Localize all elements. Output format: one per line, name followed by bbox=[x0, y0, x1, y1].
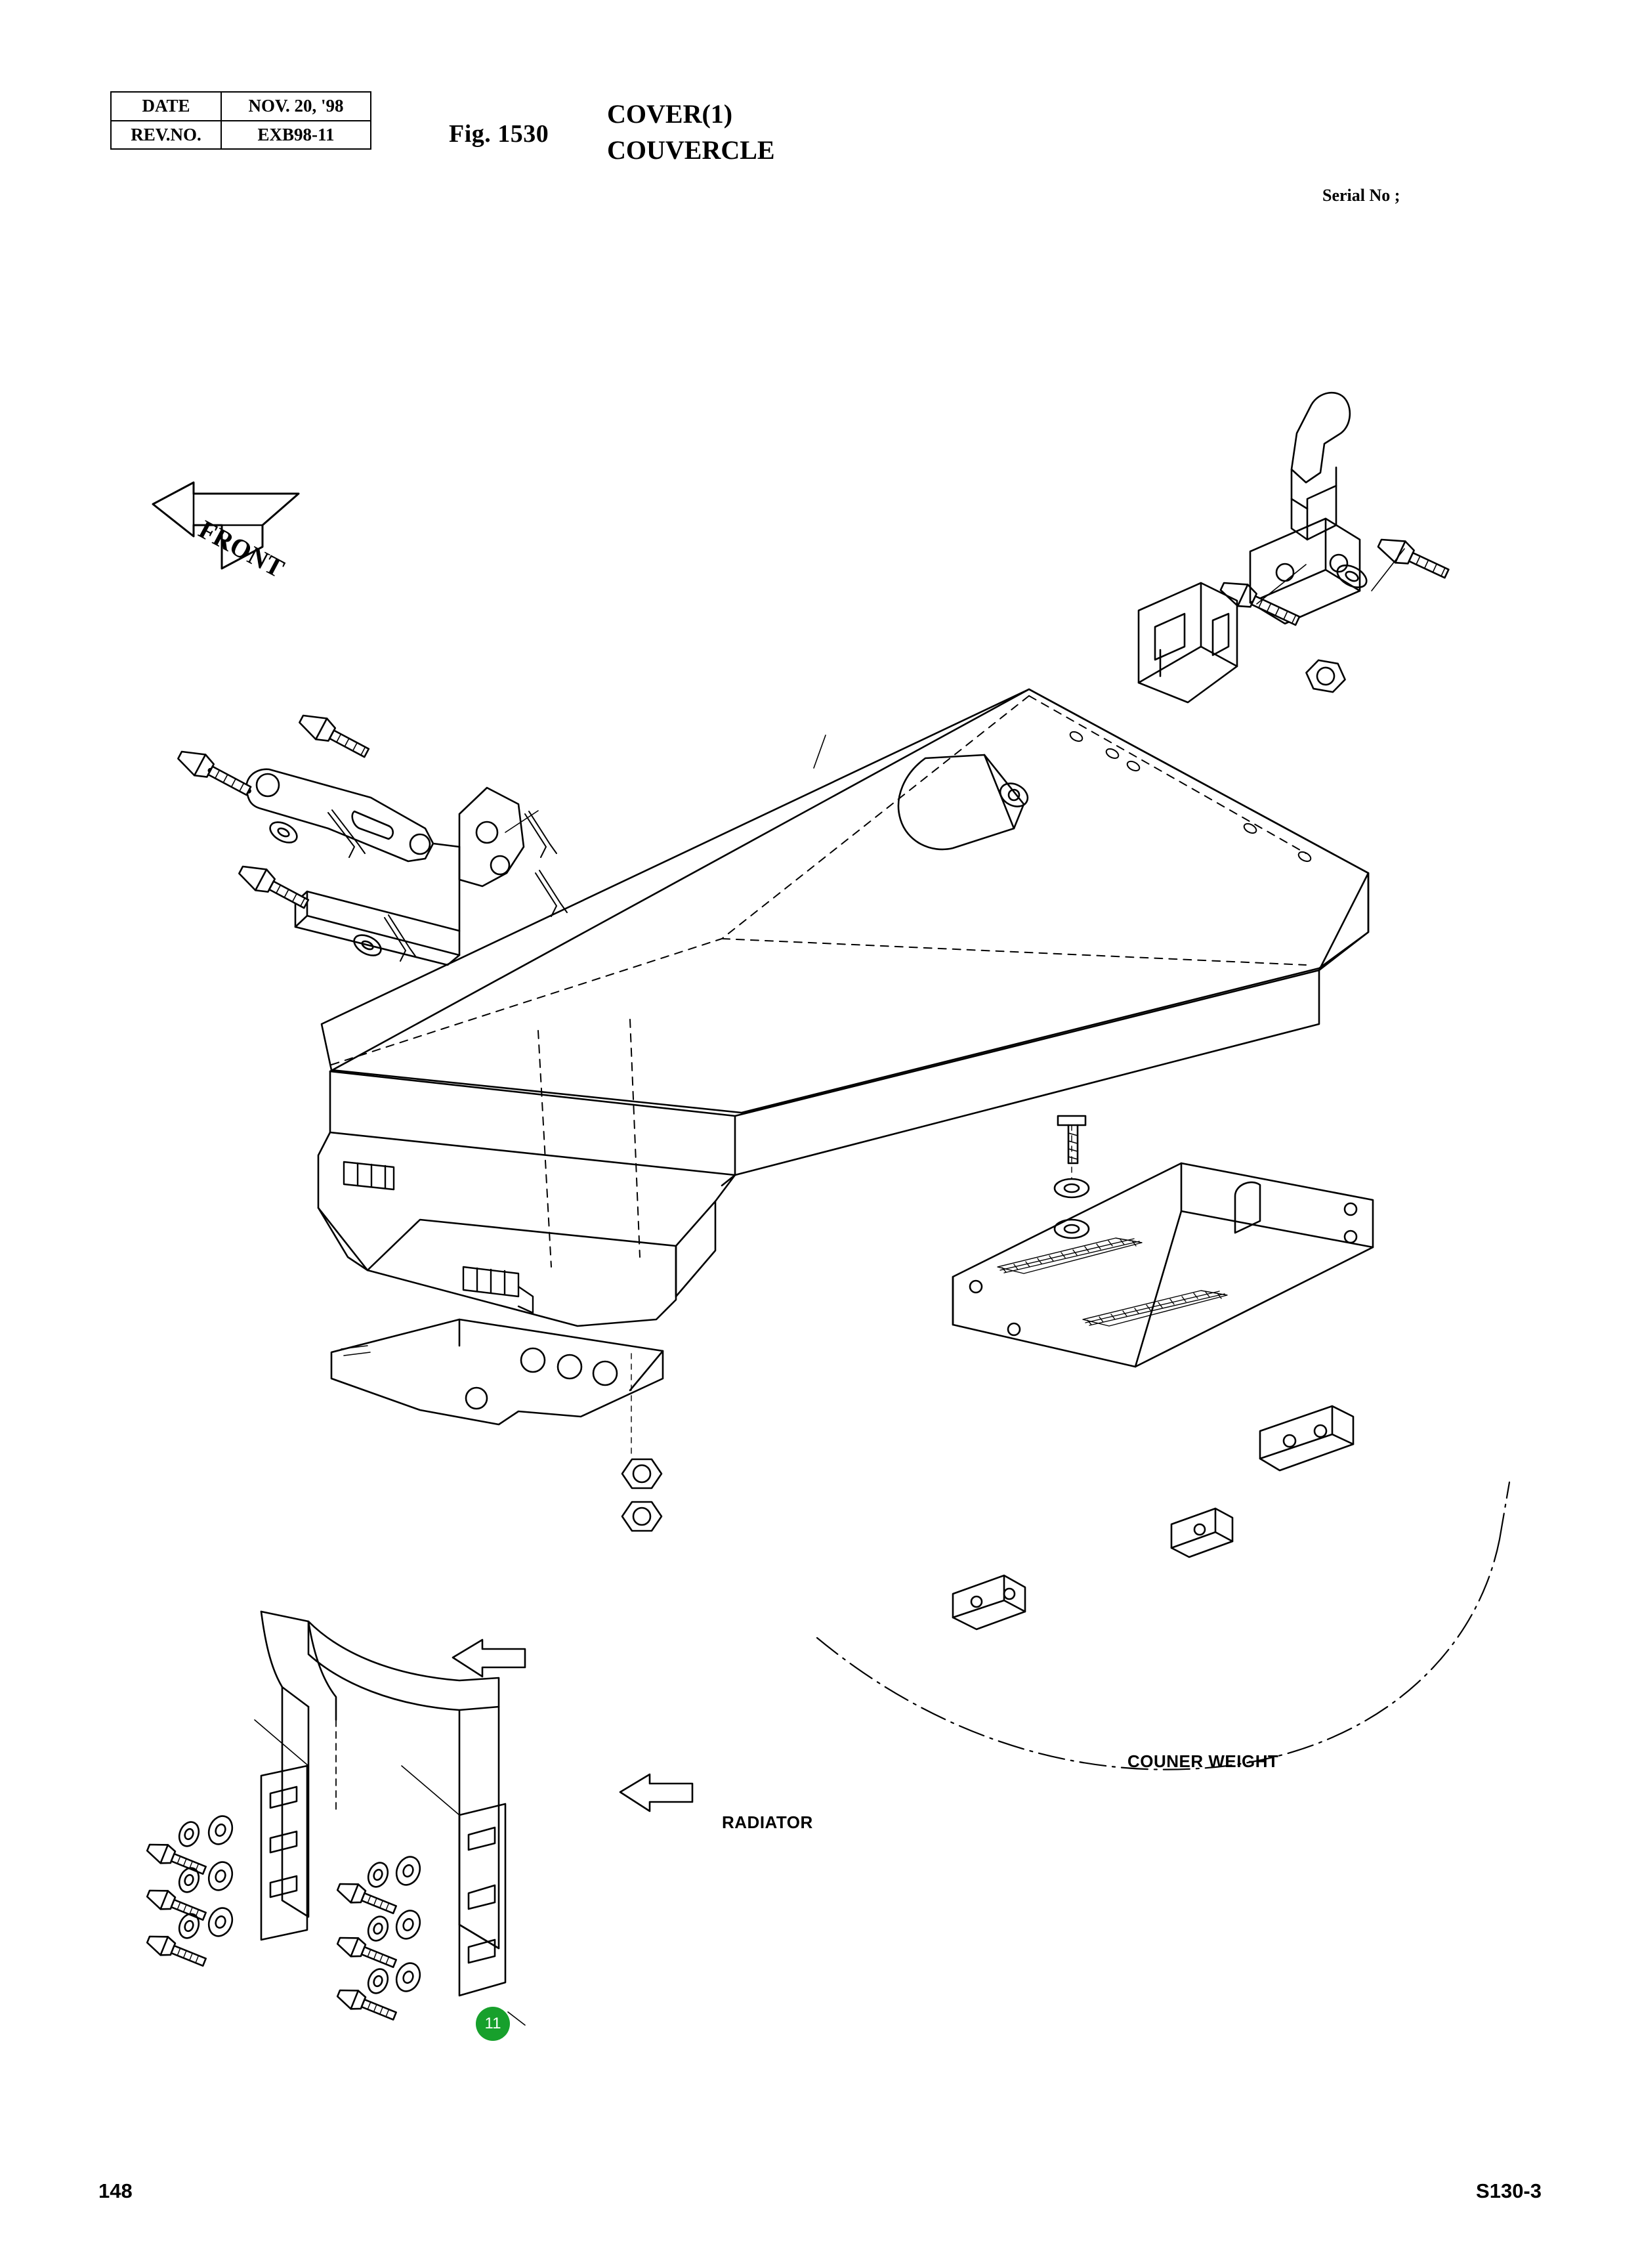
screw-and-washer-parts bbox=[1055, 1116, 1089, 1238]
hinge-barrel-parts bbox=[344, 1162, 533, 1313]
hex-nut-part bbox=[1304, 658, 1348, 694]
page-number: 148 bbox=[98, 2179, 133, 2202]
lower-mount-plate bbox=[331, 1319, 663, 1424]
figure-number: Fig. 1530 bbox=[449, 120, 549, 148]
hex-nut-parts-lower bbox=[622, 1354, 662, 1531]
counterweight-brackets bbox=[953, 1406, 1353, 1629]
hood-cover-part bbox=[318, 689, 1368, 1326]
screen-mesh-panel bbox=[953, 1163, 1373, 1367]
assembly-direction-arrows bbox=[453, 1640, 692, 1811]
date-value: NOV. 20, '98 bbox=[221, 92, 371, 121]
balloon-callout-11[interactable] bbox=[476, 2007, 510, 2041]
radiator-fastener-parts bbox=[145, 1812, 424, 2025]
figure-title-en: COVER(1) bbox=[607, 99, 733, 129]
figure-title-fr: COUVERCLE bbox=[607, 135, 775, 165]
date-label: DATE bbox=[111, 92, 221, 121]
serial-number-label: Serial No ; bbox=[1322, 186, 1400, 205]
svg-text:FRONT: FRONT bbox=[194, 514, 289, 584]
counterweight-outline bbox=[817, 1482, 1509, 1770]
stay-link-assembly bbox=[246, 769, 524, 965]
balloon-number: 11 bbox=[484, 2015, 501, 2032]
hex-bolt-parts bbox=[175, 708, 372, 914]
counter-weight-label: COUNER WEIGHT bbox=[1127, 1751, 1279, 1771]
hood-latch-assembly bbox=[1139, 393, 1360, 702]
front-arrow-icon bbox=[153, 482, 299, 584]
revno-value: EXB98-11 bbox=[221, 121, 371, 150]
model-code: S130-3 bbox=[1476, 2179, 1542, 2202]
revno-label: REV.NO. bbox=[111, 121, 221, 150]
radiator-label: RADIATOR bbox=[722, 1812, 813, 1832]
